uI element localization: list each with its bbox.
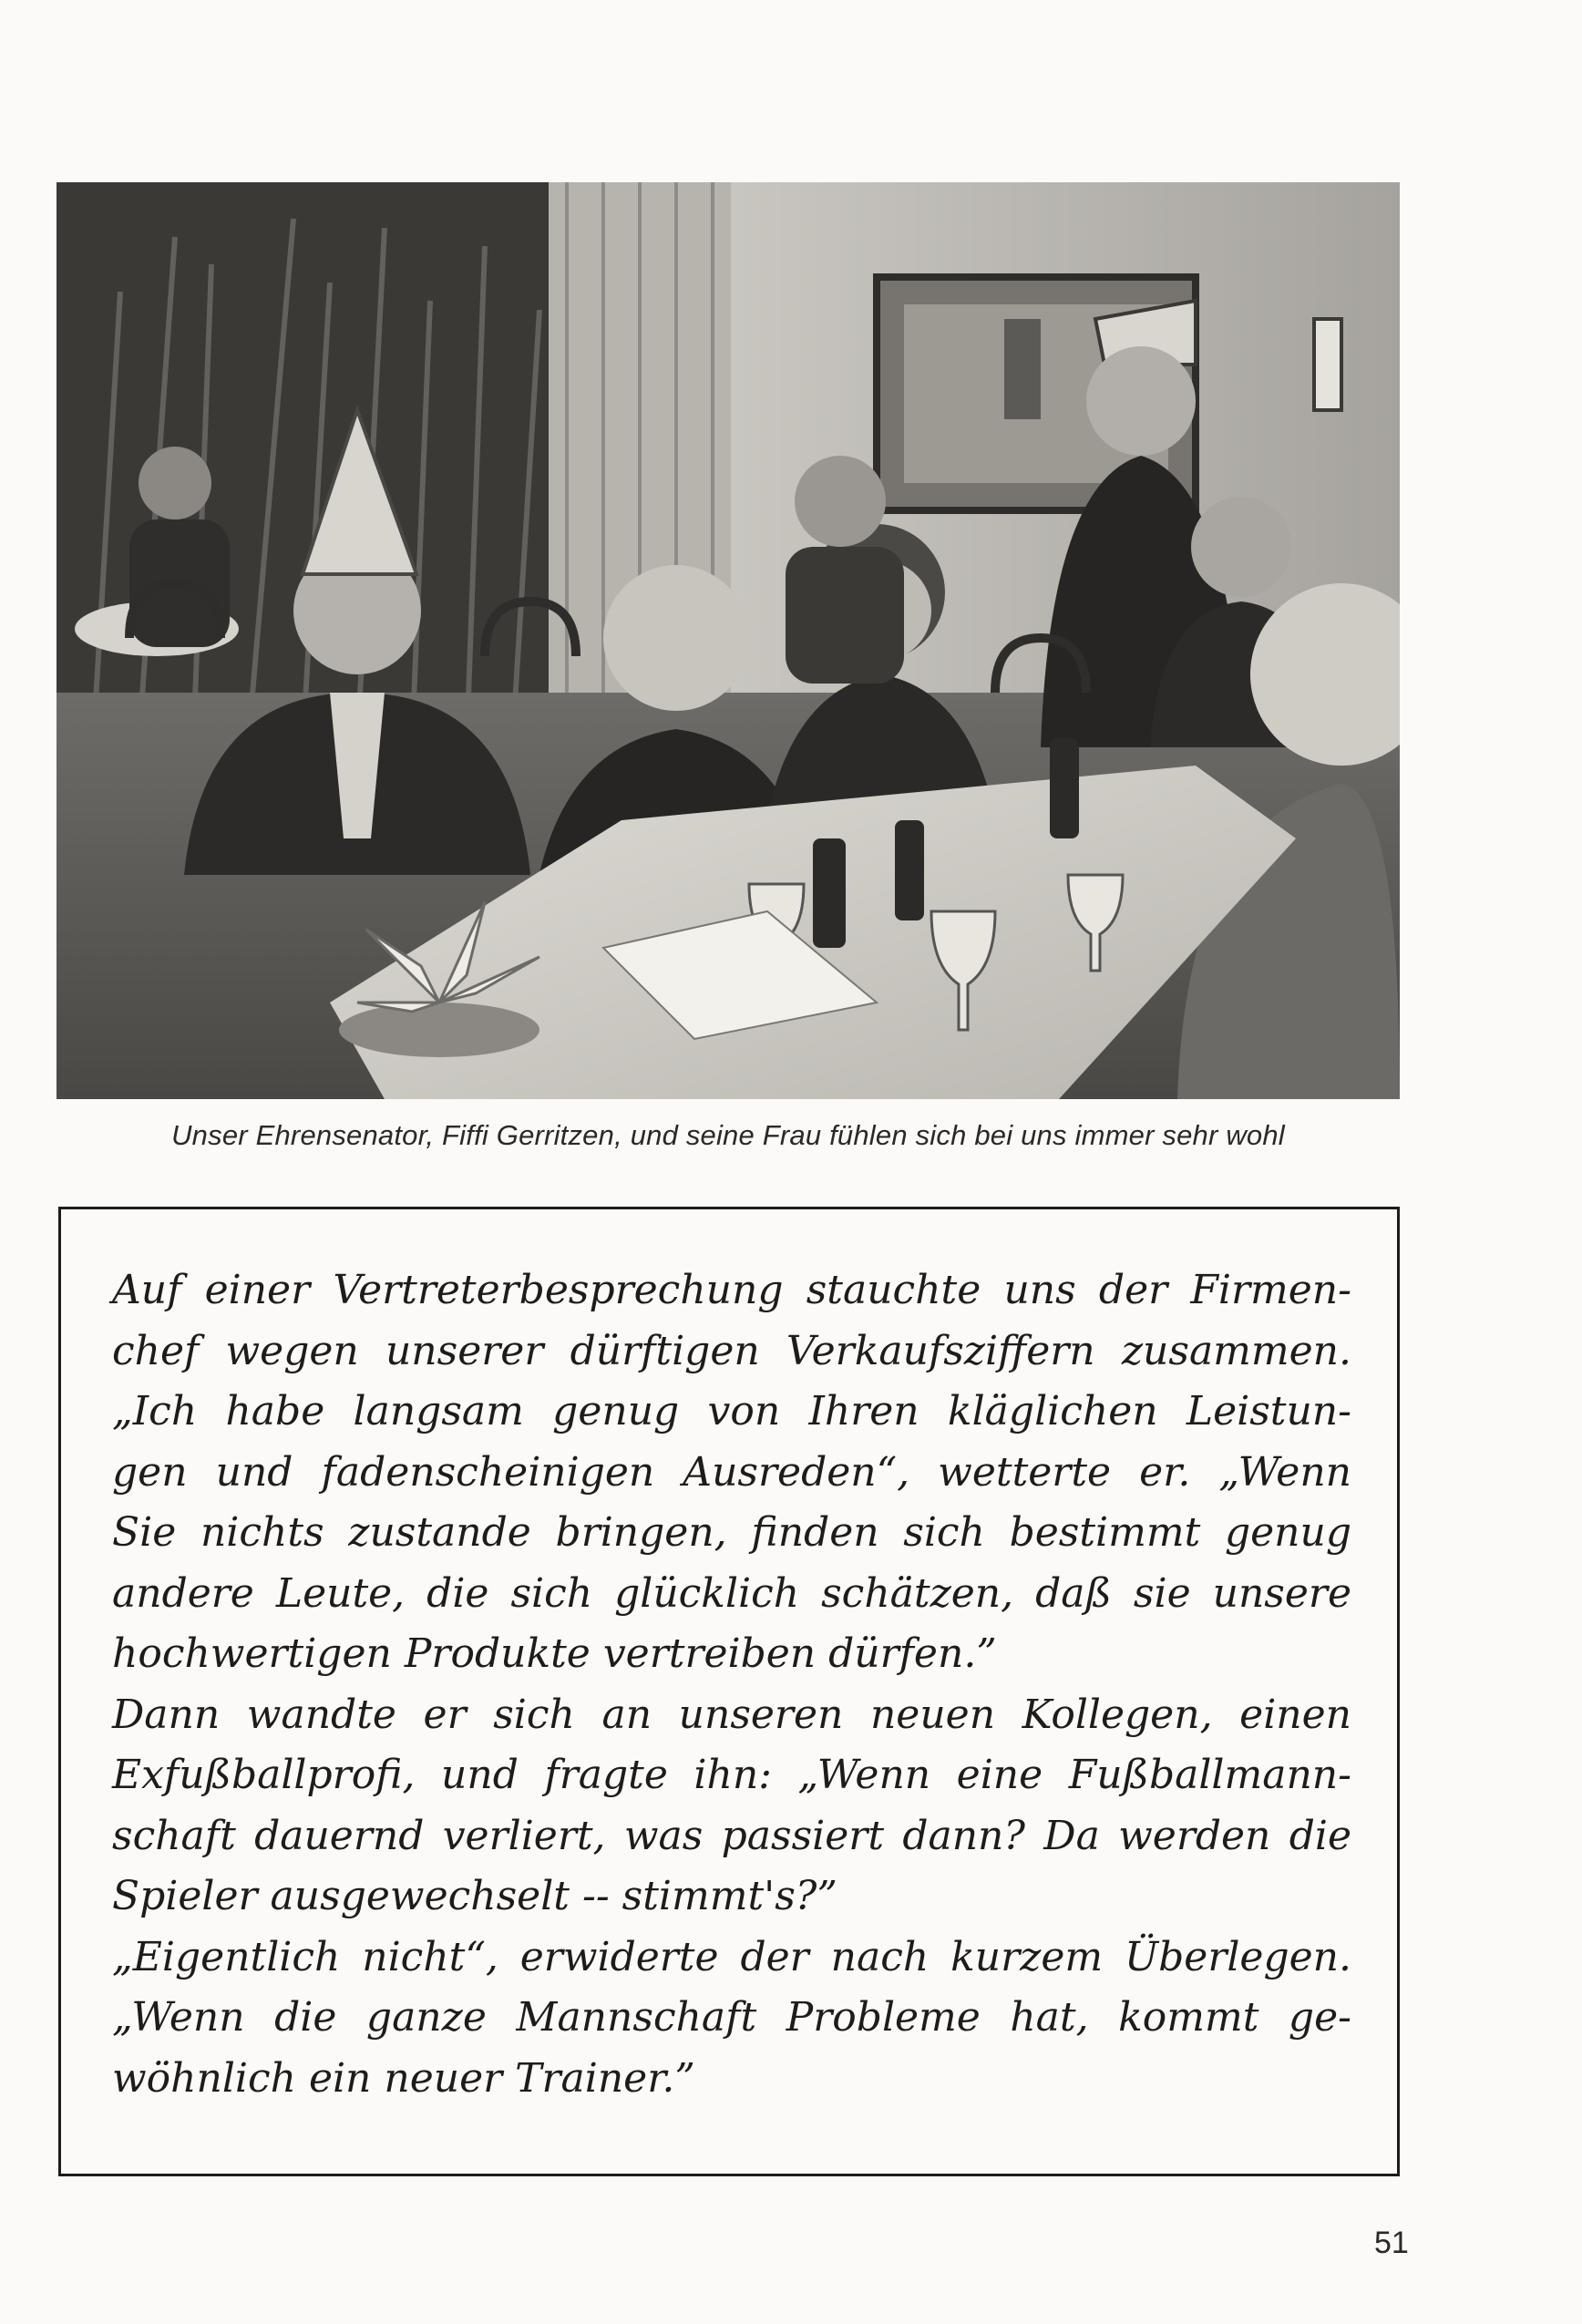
party-photo-illustration: [56, 182, 1400, 1099]
joke-box: [58, 1207, 1400, 2176]
photo-caption: Unser Ehrensenator, Fiffi Gerritzen, und seine Frau fühlen sich bei uns immer sehr wohl: [171, 1119, 1285, 1151]
joke-line: Exfußballprofi, und fragte ihn: „Wenn eine Fußballmann-: [112, 1752, 1351, 1798]
joke-line: „Ich habe langsam genug von Ihren kläglichen Leistun-: [112, 1388, 1351, 1435]
page-number: 51: [1374, 2226, 1409, 2260]
joke-line: chef wegen unserer dürftigen Verkaufsziffern zusammen.: [112, 1327, 1351, 1374]
joke-line: Spieler ausgewechselt -- stimmt's?”: [112, 1873, 837, 1919]
joke-text: [112, 1260, 1351, 2109]
joke-line: wöhnlich ein neuer Trainer.”: [112, 2054, 695, 2102]
joke-line: „Wenn die ganze Mannschaft Probleme hat, kommt ge-: [112, 1994, 1351, 2041]
joke-line: Auf einer Vertreterbesprechung stauchte uns der Firmen-: [112, 1267, 1351, 1313]
joke-line: „Eigentlich nicht“, erwiderte der nach kurzem Überlegen.: [112, 1933, 1351, 1980]
joke-line: hochwertigen Produkte vertreiben dürfen.”: [112, 1630, 997, 1677]
joke-line: Sie nichts zustande bringen, finden sich bestimmt genug: [112, 1509, 1351, 1556]
joke-line: schaft dauernd verliert, was passiert dann? Da werden die: [112, 1812, 1351, 1859]
joke-line: Dann wandte er sich an unseren neuen Kollegen, einen: [112, 1691, 1351, 1738]
party-photo: [56, 182, 1400, 1099]
joke-line: andere Leute, die sich glücklich schätzen, daß sie unsere: [112, 1569, 1351, 1617]
joke-line: gen und fadenscheinigen Ausreden“, wetterte er. „Wenn: [112, 1448, 1351, 1496]
